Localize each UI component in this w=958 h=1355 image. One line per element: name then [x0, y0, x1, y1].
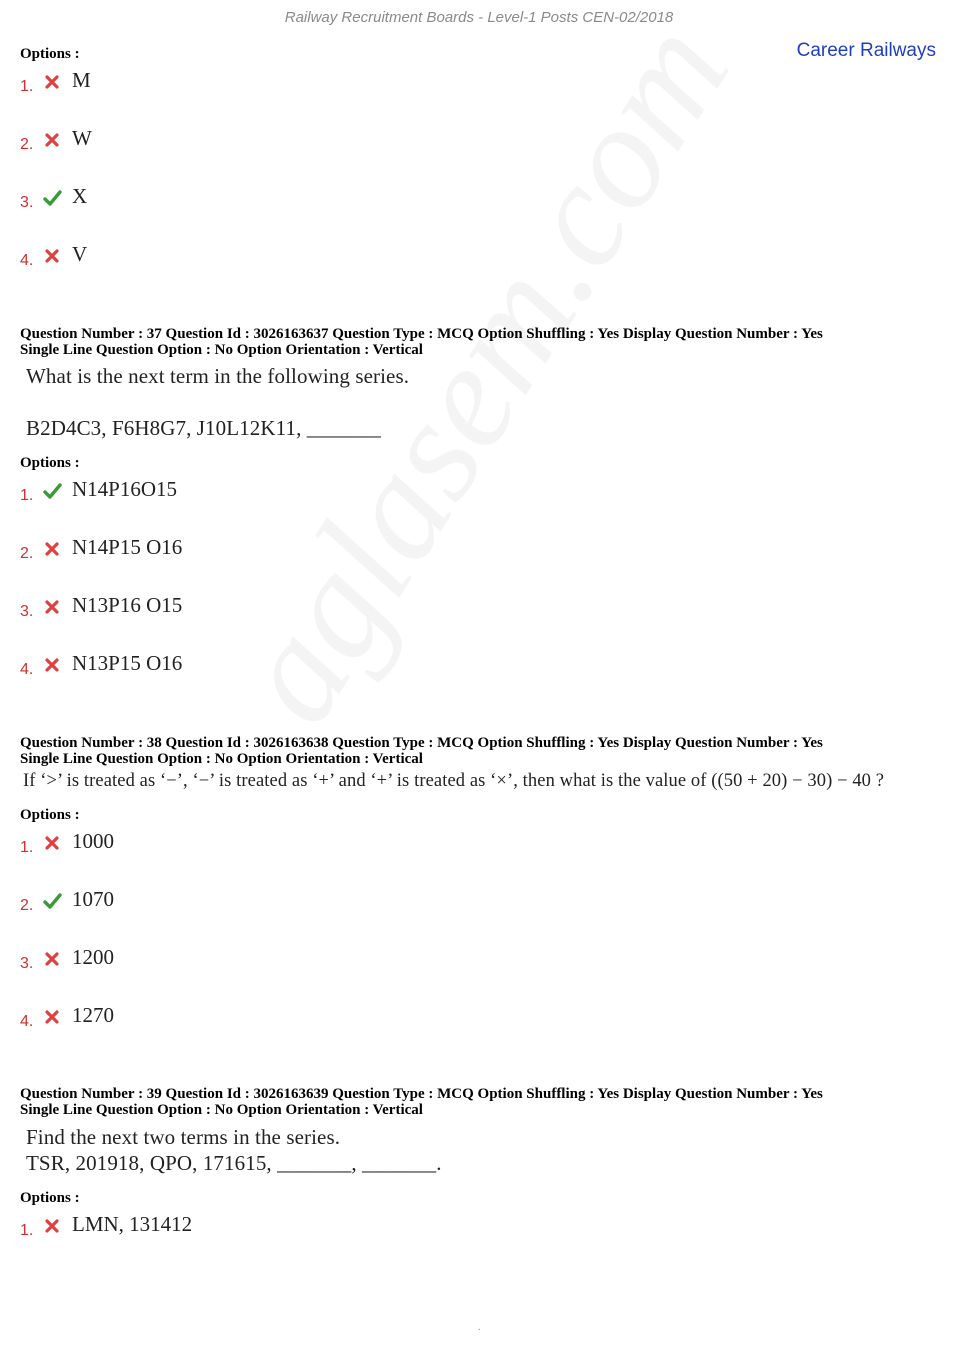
question-meta-options: Single Line Question Option : No Option Orientation : Vertical [20, 342, 423, 358]
option-number: 4. [20, 252, 34, 269]
option-text: M [72, 68, 91, 92]
option-text: LMN, 131412 [72, 1212, 193, 1236]
page-header: Railway Recruitment Boards - Level-1 Posts CEN-02/2018 [284, 9, 674, 26]
option-number: 3. [20, 194, 34, 211]
option-number: 2. [20, 545, 34, 562]
option-item [20, 477, 420, 507]
option-text: W [72, 126, 92, 150]
question-meta: Question Number : 39 Question Id : 3026163639 Question Type : MCQ Option Shuffling : Yes Display Question Number : Yes [20, 1086, 823, 1102]
cross-icon [42, 130, 62, 150]
question-text: What is the next term in the following series. [26, 364, 410, 388]
question-meta-options: Single Line Question Option : No Option Orientation : Vertical [20, 1102, 423, 1118]
option-item [20, 1212, 420, 1242]
option-number: 1. [20, 1222, 34, 1239]
option-number: 3. [20, 603, 34, 620]
option-text: N14P15 O16 [72, 535, 183, 559]
option-text: V [72, 242, 88, 266]
options-label: Options : [20, 46, 80, 62]
option-item [20, 829, 420, 859]
question-series: B2D4C3, F6H8G7, J10L12K11, _______ [26, 416, 381, 440]
options-label: Options : [20, 455, 80, 471]
cross-icon [42, 1007, 62, 1027]
cross-icon [42, 1216, 62, 1236]
option-number: 1. [20, 78, 34, 95]
cross-icon [42, 833, 62, 853]
option-item [20, 887, 420, 917]
option-text: 1200 [72, 945, 114, 969]
question-text: If ‘>’ is treated as ‘−’, ‘−’ is treated as ‘+’ and ‘+’ is treated as ‘×’, then what is the value of ((50 + 20) − 30) − 40 ? [23, 771, 885, 791]
option-text: 1070 [72, 887, 114, 911]
option-text: N13P16 O15 [72, 593, 183, 617]
cross-icon [42, 597, 62, 617]
check-icon [42, 891, 62, 911]
question-text: Find the next two terms in the series. [26, 1125, 341, 1149]
option-item [20, 651, 420, 681]
option-text: X [72, 184, 88, 208]
cross-icon [42, 72, 62, 92]
option-number: 1. [20, 839, 34, 856]
cross-icon [42, 539, 62, 559]
options-label: Options : [20, 807, 80, 823]
option-text: 1270 [72, 1003, 114, 1027]
question-meta: Question Number : 37 Question Id : 3026163637 Question Type : MCQ Option Shuffling : Yes Display Question Number : Yes [20, 326, 823, 342]
cross-icon [42, 246, 62, 266]
question-meta-options: Single Line Question Option : No Option Orientation : Vertical [20, 751, 423, 767]
option-item [20, 535, 420, 565]
options-label: Options : [20, 1190, 80, 1206]
cross-icon [42, 655, 62, 675]
option-number: 3. [20, 955, 34, 972]
option-item [20, 242, 420, 272]
check-icon [42, 481, 62, 501]
option-number: 4. [20, 1013, 34, 1030]
option-number: 2. [20, 136, 34, 153]
question-meta: Question Number : 38 Question Id : 3026163638 Question Type : MCQ Option Shuffling : Yes Display Question Number : Yes [20, 735, 823, 751]
option-item [20, 126, 420, 156]
brand-label: Career Railways [796, 40, 936, 61]
option-item [20, 593, 420, 623]
question-series: TSR, 201918, QPO, 171615, _______, _______. [26, 1151, 442, 1175]
option-text: N13P15 O16 [72, 651, 183, 675]
option-number: 1. [20, 487, 34, 504]
footer-dot: . [478, 1322, 481, 1333]
option-number: 4. [20, 661, 34, 678]
option-item [20, 184, 420, 214]
option-item [20, 945, 420, 975]
check-icon [42, 188, 62, 208]
option-item [20, 1003, 420, 1033]
option-text: N14P16O15 [72, 477, 178, 501]
cross-icon [42, 949, 62, 969]
option-item [20, 68, 420, 98]
option-text: 1000 [72, 829, 114, 853]
option-number: 2. [20, 897, 34, 914]
